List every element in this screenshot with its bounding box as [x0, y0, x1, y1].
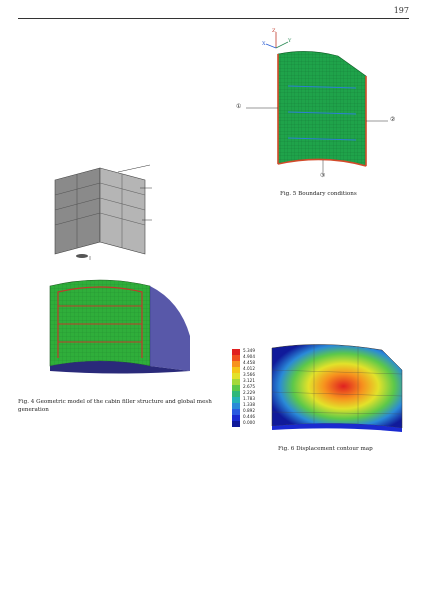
section-2-3-text	[18, 534, 212, 596]
legend-value: 0.892	[243, 408, 255, 413]
contour-legend-bar	[232, 349, 242, 427]
legend-value: 4.904	[243, 354, 255, 359]
legend-value: 0.446	[243, 414, 255, 419]
axis-label-z: Z	[272, 28, 276, 34]
legend-value: 1.783	[243, 396, 255, 401]
figure-5-caption-en: Fig. 5 Boundary conditions	[280, 191, 357, 197]
legend-value: 3.121	[243, 378, 255, 383]
figure-4b-global-mesh	[30, 276, 220, 376]
axis-label-x: X	[262, 41, 266, 47]
figure-6-displacement-contour	[262, 340, 412, 432]
boundary-mark-1: ①	[236, 103, 242, 110]
contour-legend-values	[243, 348, 255, 426]
paragraph-fig7	[223, 462, 411, 524]
legend-value: 4.012	[243, 366, 255, 371]
figure-6-caption-en: Fig. 6 Displacement contour map	[278, 446, 373, 452]
legend-value: 2.229	[243, 390, 255, 395]
boundary-mark-2: ②	[390, 116, 396, 123]
section-2-2-text	[18, 448, 212, 510]
legend-value: 5.349	[243, 348, 255, 353]
legend-value: 3.566	[243, 372, 255, 377]
legend-value: 0.000	[243, 420, 255, 425]
legend-value: 1.338	[243, 402, 255, 407]
figure-4a-skeleton-model	[30, 150, 215, 260]
figure-5-boundary-conditions	[228, 26, 408, 176]
legend-value: 2.675	[243, 384, 255, 389]
paragraph-model-params	[18, 24, 212, 148]
page-number: 197	[393, 6, 409, 15]
boundary-mark-3: ③	[320, 172, 326, 179]
paragraph-fig6	[223, 236, 411, 338]
legend-value: 4.458	[243, 360, 255, 365]
header-rule	[18, 18, 409, 19]
axis-label-y: Y	[288, 38, 292, 44]
figure-4-caption-en: Fig. 4 Geometric model of the cabin filler structure and global mesh generation	[18, 399, 212, 413]
paragraph-after-fig5	[223, 206, 411, 232]
paragraph-damage	[223, 524, 411, 598]
